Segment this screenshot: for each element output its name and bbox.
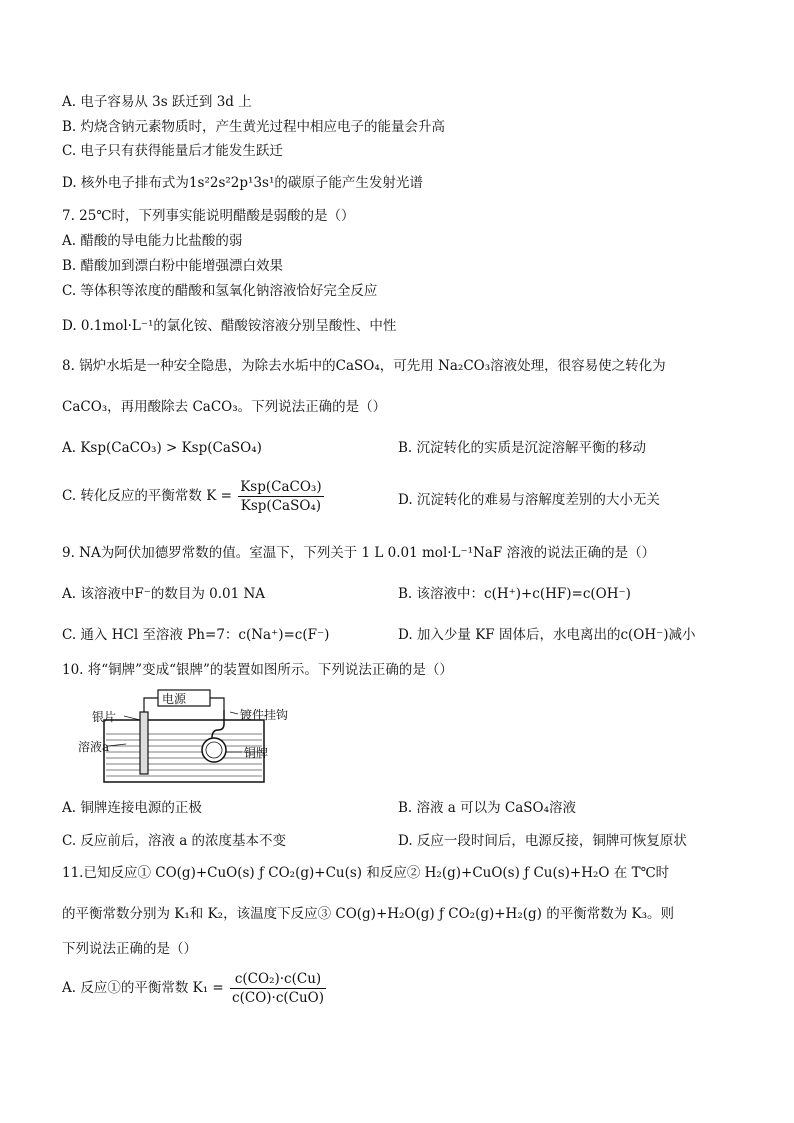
q8-option-c bbox=[62, 478, 326, 515]
q8-option-b: B. 沉淀转化的实质是沉淀溶解平衡的移动 bbox=[398, 440, 647, 456]
q9-option-a: A. 该溶液中F⁻的数目为 0.01 NA bbox=[62, 586, 266, 602]
q7-option-b: B. 醋酸加到漂白粉中能增强漂白效果 bbox=[62, 258, 284, 274]
q6-option-d bbox=[62, 173, 423, 193]
q7-option-d: D. 0.1mol·L⁻¹的氯化铵、醋酸铵溶液分别呈酸性、中性 bbox=[62, 318, 397, 334]
q11-stem-line3: 下列说法正确的是（） bbox=[62, 941, 197, 957]
q8-fraction bbox=[238, 478, 323, 515]
q9-stem: 9. NA为阿伏加德罗常数的值。室温下，下列关于 1 L 0.01 mol·L⁻¹NaF 溶液的说法正确的是（） bbox=[62, 545, 656, 561]
beaker bbox=[104, 720, 264, 782]
q11-stem-line1: 11.已知反应① CO(g)+CuO(s) ƒ CO₂(g)+Cu(s) 和反应② H₂(g)+CuO(s) ƒ Cu(s)+H₂O 在 T℃时 bbox=[62, 865, 670, 881]
q6-option-a: A. 电子容易从 3s 跃迁到 3d 上 bbox=[62, 94, 252, 110]
q7-stem: 7. 25℃时，下列事实能说明醋酸是弱酸的是（） bbox=[62, 208, 355, 224]
q11-stem-line2: 的平衡常数分别为 K₁和 K₂，该温度下反应③ CO(g)+H₂O(g) ƒ CO₂(g)+H₂(g) 的平衡常数为 K₃。则 bbox=[62, 906, 674, 922]
label-solution: 溶液a bbox=[78, 740, 110, 754]
solution-hatching bbox=[106, 734, 262, 776]
label-silver-plate: 银片 bbox=[92, 710, 117, 724]
q6-option-c: C. 电子只有获得能量后才能发生跃迁 bbox=[62, 143, 283, 159]
q8-stem-line2: CaCO₃，再用酸除去 CaCO₃。下列说法正确的是（） bbox=[62, 399, 387, 415]
q11-option-a-prefix: A. 反应①的平衡常数 K₁ = bbox=[62, 980, 224, 996]
q9-option-d: D. 加入少量 KF 固体后，水电离出的c(OH⁻)减小 bbox=[398, 627, 696, 643]
wire-right bbox=[210, 698, 224, 710]
q10-stem: 10. 将“铜牌”变成“银牌”的装置如图所示。下列说法正确的是（） bbox=[62, 662, 453, 678]
q11-fraction bbox=[230, 970, 326, 1007]
q11-option-a bbox=[62, 970, 328, 1007]
electroplating-diagram bbox=[78, 688, 288, 788]
q11-fraction-denominator: c(CO)·c(CuO) bbox=[232, 990, 324, 1006]
q8-option-d: D. 沉淀转化的难易与溶解度差别的大小无关 bbox=[398, 492, 660, 508]
label-power: 电源 bbox=[162, 692, 187, 706]
q10-option-a: A. 铜牌连接电源的正极 bbox=[62, 800, 202, 816]
label-copper-medal: 铜牌 bbox=[244, 746, 269, 760]
q6-option-d-prefix: D. 核外电子排布式为 bbox=[62, 175, 189, 191]
q6-option-d-config: 1s²2s²2p¹3s¹ bbox=[188, 175, 275, 191]
q6-option-b: B. 灼烧含钠元素物质时，产生黄光过程中相应电子的能量会升高 bbox=[62, 119, 446, 135]
q6-option-d-suffix: 的碳原子能产生发射光谱 bbox=[274, 175, 423, 191]
silver-plate bbox=[140, 712, 148, 774]
q9-option-b: B. 该溶液中：c(H⁺)+c(HF)=c(OH⁻) bbox=[398, 586, 631, 602]
q9-option-c: C. 通入 HCl 至溶液 Ph=7：c(Na⁺)=c(F⁻) bbox=[62, 627, 330, 643]
q8-option-c-prefix: C. 转化反应的平衡常数 K = bbox=[62, 488, 232, 504]
q10-option-b: B. 溶液 a 可以为 CaSO₄溶液 bbox=[398, 800, 577, 816]
q8-fraction-numerator: Ksp(CaCO₃) bbox=[240, 479, 322, 495]
q8-stem-line1: 8. 锅炉水垢是一种安全隐患，为除去水垢中的CaSO₄，可先用 Na₂CO₃溶液处理，很容易使之转化为 bbox=[62, 358, 666, 374]
q7-option-c: C. 等体积等浓度的醋酸和氢氧化钠溶液恰好完全反应 bbox=[62, 283, 378, 299]
q7-option-a: A. 醋酸的导电能力比盐酸的弱 bbox=[62, 233, 243, 249]
q11-fraction-numerator: c(CO₂)·c(Cu) bbox=[230, 970, 326, 989]
q8-option-a: A. Ksp(CaCO₃) > Ksp(CaSO₄) bbox=[62, 440, 262, 456]
q10-option-c: C. 反应前后，溶液 a 的浓度基本不变 bbox=[62, 833, 287, 849]
q10-option-d: D. 反应一段时间后，电源反接，铜牌可恢复原状 bbox=[398, 833, 687, 849]
label-hook: 镀件挂钩 bbox=[240, 708, 289, 722]
q8-fraction-denominator: Ksp(CaSO₄) bbox=[240, 498, 322, 514]
